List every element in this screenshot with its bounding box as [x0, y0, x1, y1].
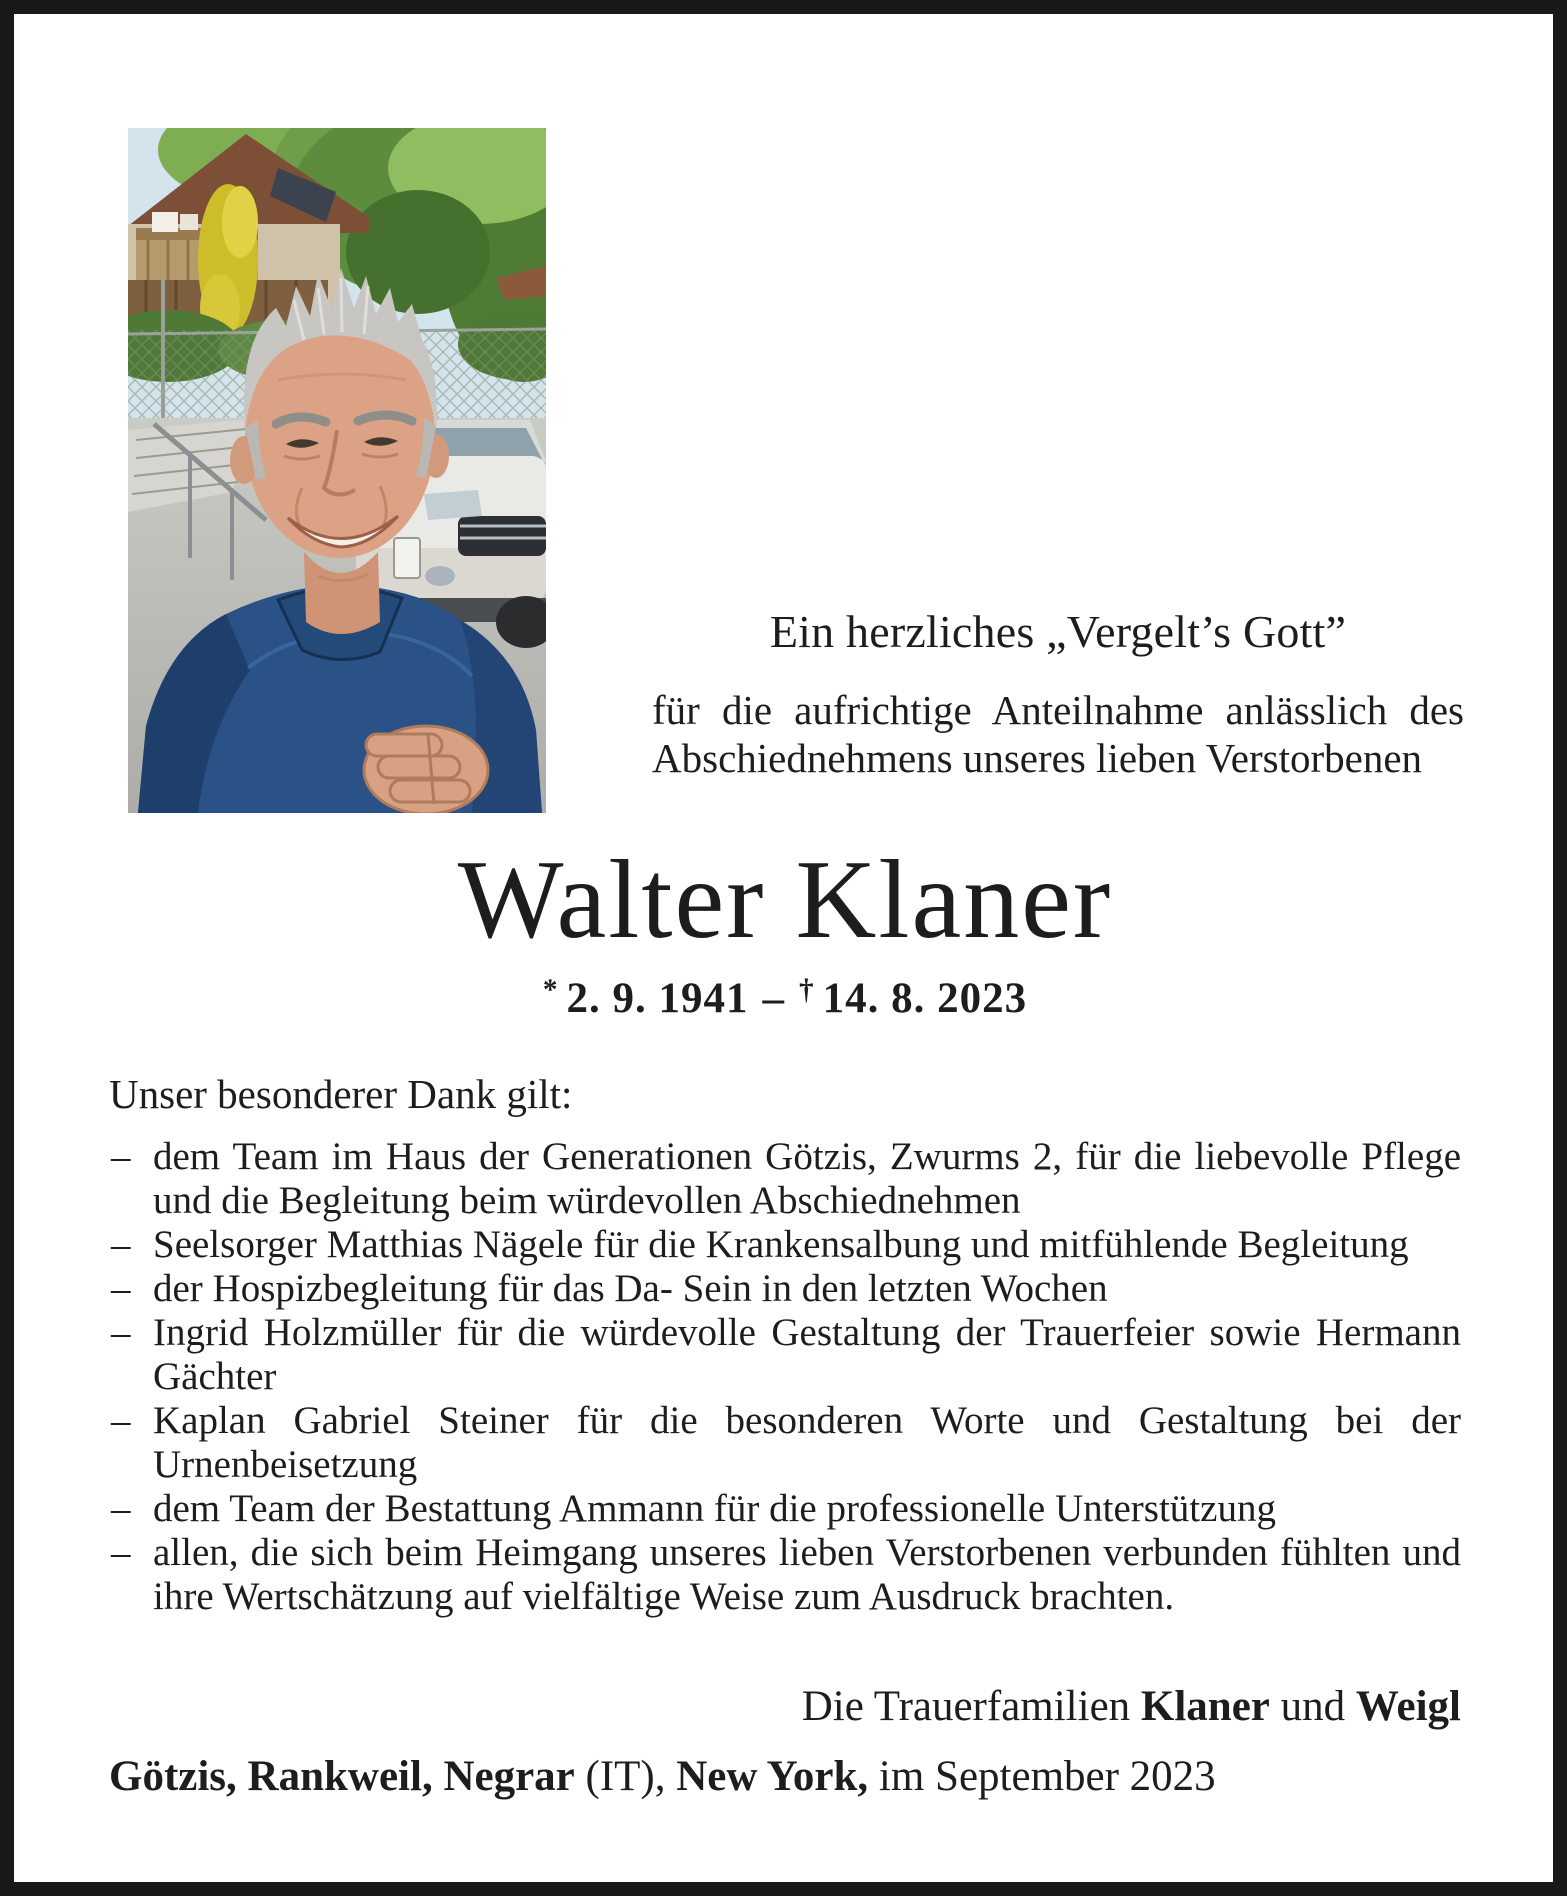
- thanks-item: [109, 1487, 1461, 1531]
- dates-separator: –: [762, 974, 785, 1022]
- name-section: [109, 838, 1461, 1023]
- thanks-item: [109, 1399, 1461, 1487]
- intro-section: [652, 604, 1464, 783]
- life-dates: [109, 974, 1461, 1023]
- dash-bullet: –: [111, 1267, 131, 1311]
- thanks-item-text: dem Team der Bestattung Ammann für die professionelle Unterstützung: [153, 1487, 1276, 1531]
- thanks-item-text: Seelsorger Matthias Nägele für die Krankensalbung und mitfühlende Begleitung: [153, 1223, 1409, 1267]
- intro-headline: Ein herzliches „Vergelt’s Gott”: [769, 606, 1347, 657]
- thanks-heading: Unser besonderer Dank gilt:: [109, 1071, 573, 1117]
- family-name-weigl: Weigl: [1355, 1683, 1461, 1730]
- thanks-list: [109, 1135, 1461, 1619]
- birth-symbol: *: [542, 974, 559, 1007]
- thanks-item: [109, 1223, 1461, 1267]
- thanks-item: [109, 1311, 1461, 1399]
- portrait-photo: [128, 128, 546, 813]
- birth-date: 2. 9. 1941: [566, 974, 749, 1022]
- thanks-item-text: der Hospizbegleitung für das Da- Sein in den letzten Wochen: [153, 1267, 1108, 1311]
- dash-bullet: –: [111, 1311, 131, 1355]
- closing-prefix: Die Trauerfamilien: [801, 1683, 1141, 1730]
- thanks-item-text: allen, die sich beim Heimgang unseres lieben Verstorbenen verbunden fühlten und ihre Wertschätzung auf vielfältige Weise zum Ausdruck brachten.: [153, 1531, 1461, 1619]
- dash-bullet: –: [111, 1223, 131, 1267]
- footer-text-2: im September 2023: [868, 1753, 1216, 1800]
- dash-bullet: –: [111, 1487, 131, 1531]
- dash-bullet: –: [111, 1531, 131, 1575]
- thanks-item-text: Kaplan Gabriel Steiner für die besonderen Worte und Gestaltung bei der Urnenbeisetzung: [153, 1399, 1461, 1487]
- thanks-section: [109, 1070, 1461, 1619]
- footer-text-1: (IT),: [574, 1753, 677, 1800]
- thanks-item: [109, 1531, 1461, 1619]
- dash-bullet: –: [111, 1135, 131, 1179]
- portrait-photo-illustration: [128, 128, 546, 813]
- closing-conjunction: und: [1269, 1683, 1356, 1730]
- closing-line: [109, 1682, 1461, 1731]
- death-symbol: †: [799, 974, 815, 1007]
- thanks-item: [109, 1267, 1461, 1311]
- thanks-item: [109, 1135, 1461, 1223]
- intro-text: für die aufrichtige Anteilnahme anlässlich des Abschiednehmens unseres lieben Verstorbenen: [652, 687, 1464, 782]
- thanks-item-text: Ingrid Holzmüller für die würdevolle Gestaltung der Trauerfeier sowie Hermann Gächter: [153, 1311, 1461, 1399]
- death-date: 14. 8. 2023: [822, 974, 1028, 1022]
- footer-places-2: New York,: [676, 1753, 869, 1800]
- footer-places-1: Götzis, Rankweil, Negrar: [109, 1753, 575, 1800]
- family-name-klaner: Klaner: [1140, 1683, 1270, 1730]
- thanks-item-text: dem Team im Haus der Generationen Götzis, Zwurms 2, für die liebevolle Pflege und die Begleitung beim würdevollen Abschiednehmen: [153, 1135, 1461, 1223]
- dash-bullet: –: [111, 1399, 131, 1443]
- footer-line: [109, 1752, 1461, 1801]
- deceased-name: Walter Klaner: [457, 838, 1113, 962]
- obituary-sheet: [14, 14, 1553, 1882]
